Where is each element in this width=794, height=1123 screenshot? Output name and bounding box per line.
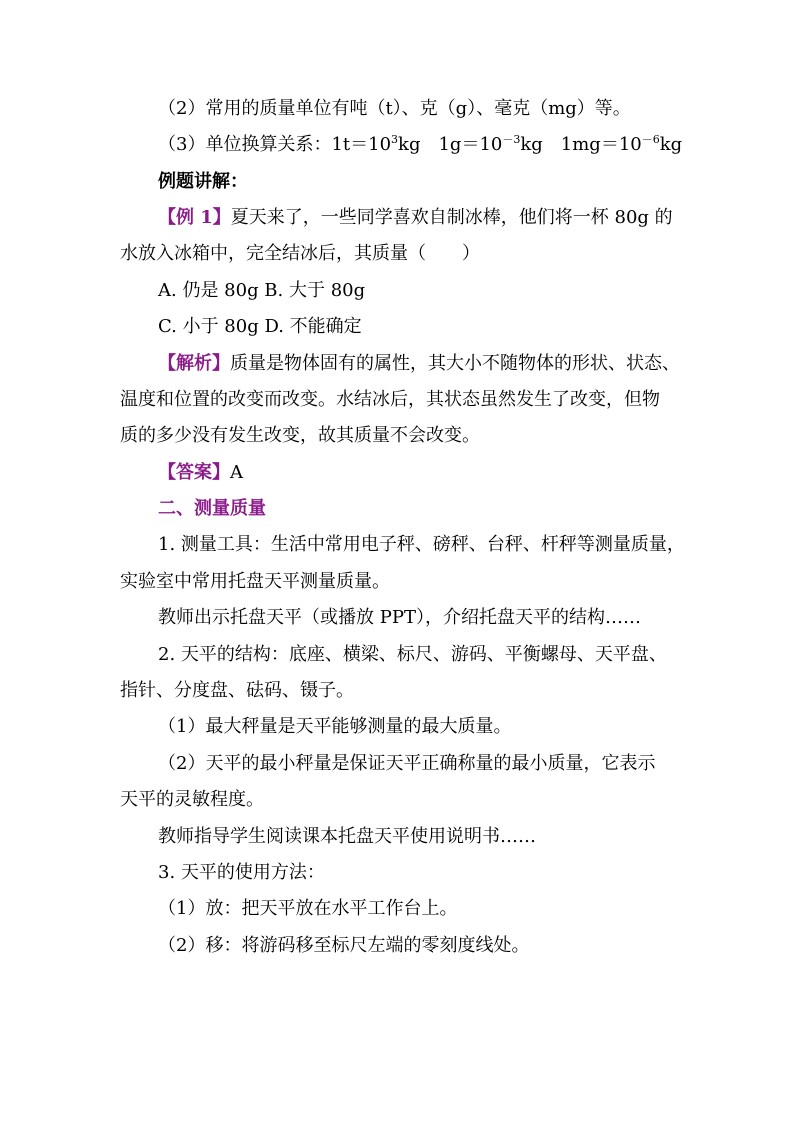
body-line (158, 533, 718, 557)
unit-conversion-line (158, 133, 718, 157)
text-line: 指针、分度盘、砝码、镊子。 (120, 680, 354, 701)
body-line (158, 897, 718, 921)
body-line (158, 606, 718, 630)
body-line (158, 752, 718, 776)
text-line: C. 小于 80g D. 不能确定 (158, 316, 362, 337)
body-line (120, 679, 680, 703)
text-line: 教师出示托盘天平（或播放 PPT），介绍托盘天平的结构…… (158, 607, 641, 628)
body-line (158, 825, 718, 849)
text-segment: （3）单位换算关系：1t＝10 (158, 134, 392, 155)
example-question-line (158, 206, 718, 230)
example-tag: 【例 1】 (158, 207, 231, 228)
exponent: －3 (502, 133, 521, 146)
text-segment: kg 1mg＝10 (520, 134, 642, 155)
text-line: 2. 天平的结构：底座、横梁、标尺、游码、平衡螺母、天平盘、 (158, 644, 667, 665)
text-line: 实验室中常用托盘天平测量质量。 (120, 571, 390, 592)
text-segment: 质量是物体固有的属性，其大小不随物体的形状、状态、 (230, 353, 680, 374)
answer-text: A (230, 462, 243, 483)
text-line: 水放入冰箱中，完全结冰后，其质量（ ） (120, 243, 480, 264)
text-line: （1）放：把天平放在水平工作台上。 (158, 898, 458, 919)
body-line (158, 715, 718, 739)
section-heading (158, 497, 718, 521)
body-line (120, 570, 680, 594)
text-line: 1. 测量工具：生活中常用电子秤、磅秤、台秤、杆秤等测量质量， (158, 534, 685, 555)
text-line: （1）最大秤量是天平能够测量的最大质量。 (158, 716, 512, 737)
text-line: 教师指导学生阅读课本托盘天平使用说明书…… (158, 826, 536, 847)
body-line (120, 788, 680, 812)
text-line: A. 仍是 80g B. 大于 80g (158, 280, 366, 301)
body-line (158, 934, 718, 958)
body-line (158, 861, 718, 885)
exponent: －6 (641, 133, 660, 146)
analysis-line (120, 388, 680, 412)
text-line: 温度和位置的改变而改变。水结冰后，其状态虽然发生了改变，但物 (120, 389, 660, 410)
text-line: 天平的灵敏程度。 (120, 789, 264, 810)
body-line (158, 643, 718, 667)
heading-text: 例题讲解： (158, 171, 248, 192)
example-question-line (120, 242, 680, 266)
text-segment: kg (659, 134, 683, 155)
analysis-line (158, 352, 718, 376)
option-line (158, 315, 718, 339)
text-line: 质的多少没有发生改变，故其质量不会改变。 (120, 425, 480, 446)
option-line (158, 279, 718, 303)
analysis-tag: 【解析】 (158, 353, 230, 374)
text-line: 3. 天平的使用方法： (158, 862, 325, 883)
unit-list-line (158, 97, 718, 121)
text-line: （2）常用的质量单位有吨（t）、克（g）、毫克（mg）等。 (158, 98, 631, 119)
exponent: 3 (391, 133, 399, 146)
text-line: （2）天平的最小秤量是保证天平正确称量的最小质量，它表示 (158, 753, 656, 774)
text-segment: kg 1g＝10 (398, 134, 503, 155)
answer-line (158, 461, 718, 485)
text-line: （2）移：将游码移至标尺左端的零刻度线处。 (158, 935, 530, 956)
example-heading (158, 170, 718, 194)
text-segment: 夏天来了，一些同学喜欢自制冰棒，他们将一杯 80g 的 (230, 207, 673, 228)
section-title: 二、测量质量 (158, 498, 266, 519)
answer-tag: 【答案】 (158, 462, 230, 483)
analysis-line (120, 424, 680, 448)
